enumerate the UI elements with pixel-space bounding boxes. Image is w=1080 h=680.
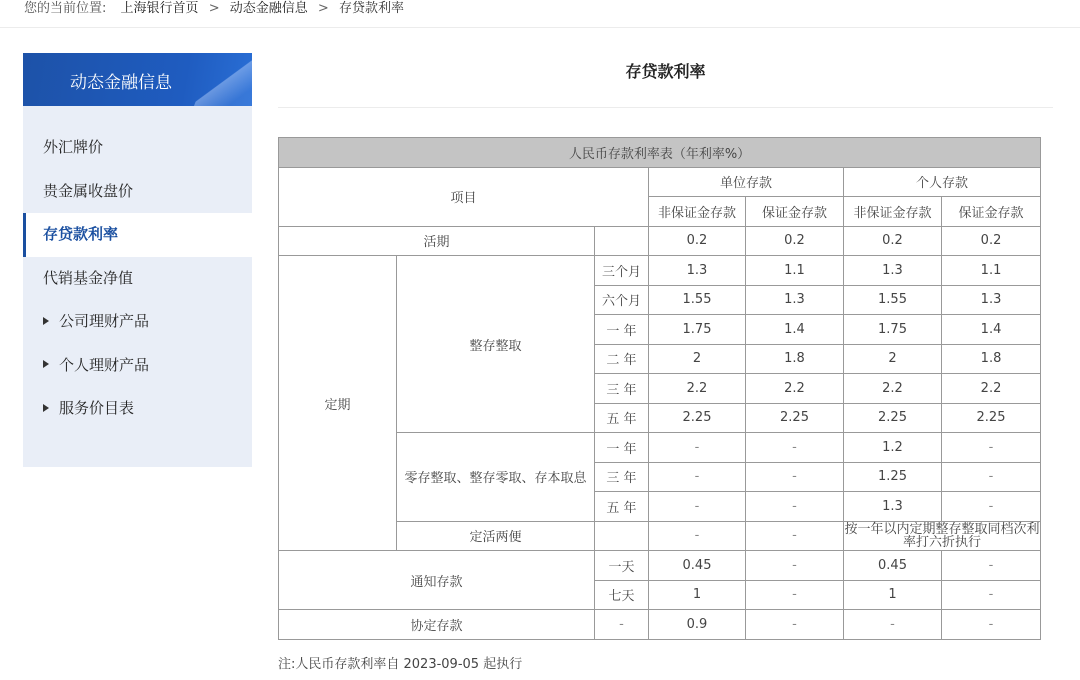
table-row <box>279 226 1041 256</box>
breadcrumb-link-financial-info[interactable]: 动态金融信息 <box>229 1 308 16</box>
rate-cell: 2.25 <box>746 403 844 433</box>
header-personal: 个人存款 <box>844 167 1041 197</box>
sidebar-item-label: 公司理财产品 <box>59 312 150 330</box>
rate-cell: 2.2 <box>649 374 746 404</box>
breadcrumb-current: 存贷款利率 <box>338 1 404 16</box>
rate-cell: 1.3 <box>844 492 942 522</box>
sidebar-item-corporate-wealth[interactable] <box>23 300 252 344</box>
rate-cell: 1.8 <box>942 344 1041 374</box>
sidebar-item-service-fees[interactable] <box>23 387 252 431</box>
rate-cell: 0.2 <box>942 226 1041 256</box>
term-cell <box>595 521 649 551</box>
term-cell: 六个月 <box>595 285 649 315</box>
rate-cell: - <box>746 433 844 463</box>
term-cell: - <box>595 610 649 640</box>
header-personal-margin: 保证金存款 <box>942 197 1041 227</box>
rate-cell: 1.75 <box>844 315 942 345</box>
rate-cell: - <box>649 521 746 551</box>
sidebar-item-forex[interactable] <box>23 126 252 170</box>
header-item: 项目 <box>279 167 649 226</box>
rate-cell: - <box>649 433 746 463</box>
row-group-label: 通知存款 <box>279 551 595 610</box>
term-cell: 三个月 <box>595 256 649 286</box>
sidebar-item-label: 外汇牌价 <box>43 138 104 156</box>
breadcrumb-prefix: 您的当前位置: <box>24 1 107 16</box>
rate-cell: 0.9 <box>649 610 746 640</box>
expand-triangle-icon <box>43 360 49 368</box>
rate-cell: - <box>942 551 1041 581</box>
rate-cell: 2 <box>844 344 942 374</box>
rate-cell: 1.1 <box>746 256 844 286</box>
rate-cell: - <box>942 462 1041 492</box>
sidebar-header <box>23 53 252 106</box>
deposit-rate-table <box>278 137 1041 640</box>
breadcrumb-link-home[interactable]: 上海银行首页 <box>120 1 199 16</box>
rate-cell: 1.3 <box>844 256 942 286</box>
rate-effective-note: 注:人民币存款利率自 2023-09-05 起执行 <box>278 657 523 672</box>
sidebar <box>23 53 252 467</box>
title-divider <box>278 107 1053 108</box>
rate-cell: - <box>844 610 942 640</box>
term-cell: 一 年 <box>595 433 649 463</box>
rate-cell: - <box>746 580 844 610</box>
row-subgroup-label: 零存整取、整存零取、存本取息 <box>397 433 595 522</box>
term-cell: 五 年 <box>595 403 649 433</box>
table-row <box>279 551 1041 581</box>
sidebar-item-personal-wealth[interactable] <box>23 344 252 388</box>
rate-cell: - <box>942 433 1041 463</box>
term-cell <box>595 226 649 256</box>
sidebar-item-label: 个人理财产品 <box>59 355 150 374</box>
rate-cell: 1.3 <box>649 256 746 286</box>
rate-cell: - <box>942 610 1041 640</box>
rate-cell: 0.45 <box>649 551 746 581</box>
table-row <box>279 610 1041 640</box>
table-caption-row <box>279 138 1041 168</box>
sidebar-item-fund-nav[interactable] <box>23 257 252 301</box>
rate-cell: - <box>942 580 1041 610</box>
rate-cell: 0.2 <box>746 226 844 256</box>
table-header-row <box>279 167 1041 197</box>
header-corporate: 单位存款 <box>649 167 844 197</box>
sidebar-item-label: 服务价目表 <box>59 399 135 417</box>
expand-triangle-icon <box>43 317 49 325</box>
rate-cell: - <box>649 462 746 492</box>
term-cell: 三 年 <box>595 374 649 404</box>
rate-cell: 1.55 <box>649 285 746 315</box>
rate-cell: 2.25 <box>942 403 1041 433</box>
rate-cell: - <box>746 551 844 581</box>
sidebar-item-label: 贵金属收盘价 <box>43 181 134 200</box>
rate-cell: - <box>649 492 746 522</box>
sidebar-item-interest-rates[interactable] <box>23 213 252 257</box>
rate-cell: 1.4 <box>746 315 844 345</box>
rate-cell: 2 <box>649 344 746 374</box>
term-cell: 五 年 <box>595 492 649 522</box>
row-group-label: 定期 <box>279 256 397 551</box>
sidebar-menu <box>23 106 252 431</box>
rate-cell: 2.25 <box>649 403 746 433</box>
rate-cell: 2.25 <box>844 403 942 433</box>
rate-cell: 0.2 <box>649 226 746 256</box>
header-corporate-margin: 保证金存款 <box>746 197 844 227</box>
sidebar-header-decoration <box>189 53 252 106</box>
breadcrumb-separator: > <box>208 1 220 16</box>
rate-cell: 1.2 <box>844 433 942 463</box>
term-cell: 一 年 <box>595 315 649 345</box>
term-cell: 一天 <box>595 551 649 581</box>
rate-cell: - <box>942 492 1041 522</box>
page-title: 存贷款利率 <box>625 62 706 81</box>
breadcrumb <box>0 0 1080 28</box>
term-cell: 二 年 <box>595 344 649 374</box>
rate-cell: 1.75 <box>649 315 746 345</box>
rate-cell: 1.1 <box>942 256 1041 286</box>
term-cell: 七天 <box>595 580 649 610</box>
rate-cell: - <box>746 521 844 551</box>
table-caption: 人民币存款利率表（年利率%） <box>279 138 1041 168</box>
rate-cell: - <box>746 462 844 492</box>
sidebar-title: 动态金融信息 <box>70 73 172 93</box>
rate-cell: - <box>746 610 844 640</box>
row-label: 活期 <box>279 226 595 256</box>
rate-cell: 1.25 <box>844 462 942 492</box>
rate-cell: - <box>746 492 844 522</box>
rate-cell: 0.2 <box>844 226 942 256</box>
term-cell: 三 年 <box>595 462 649 492</box>
expand-triangle-icon <box>43 404 49 412</box>
rate-cell: 2.2 <box>942 374 1041 404</box>
sidebar-item-label: 代销基金净值 <box>43 268 134 287</box>
sidebar-item-label: 存贷款利率 <box>43 225 119 243</box>
table-row <box>279 256 1041 286</box>
sidebar-item-precious-metals[interactable] <box>23 170 252 214</box>
rate-cell: 2.2 <box>746 374 844 404</box>
breadcrumb-separator: > <box>317 1 329 16</box>
header-corporate-non-margin: 非保证金存款 <box>649 197 746 227</box>
header-personal-non-margin: 非保证金存款 <box>844 197 942 227</box>
rate-cell: 1.3 <box>746 285 844 315</box>
row-subgroup-label: 定活两便 <box>397 521 595 551</box>
rate-cell: 1.4 <box>942 315 1041 345</box>
rate-cell: 1 <box>649 580 746 610</box>
rate-cell: 1.8 <box>746 344 844 374</box>
rate-cell: 2.2 <box>844 374 942 404</box>
personal-rate-note: 按一年以内定期整存整取同档次利率打六折执行 <box>844 521 1040 550</box>
rate-cell: 1.3 <box>942 285 1041 315</box>
row-subgroup-label: 整存整取 <box>397 256 595 433</box>
row-group-label: 协定存款 <box>279 610 595 640</box>
rate-cell: 1.55 <box>844 285 942 315</box>
rate-cell: 0.45 <box>844 551 942 581</box>
rate-cell: 1 <box>844 580 942 610</box>
